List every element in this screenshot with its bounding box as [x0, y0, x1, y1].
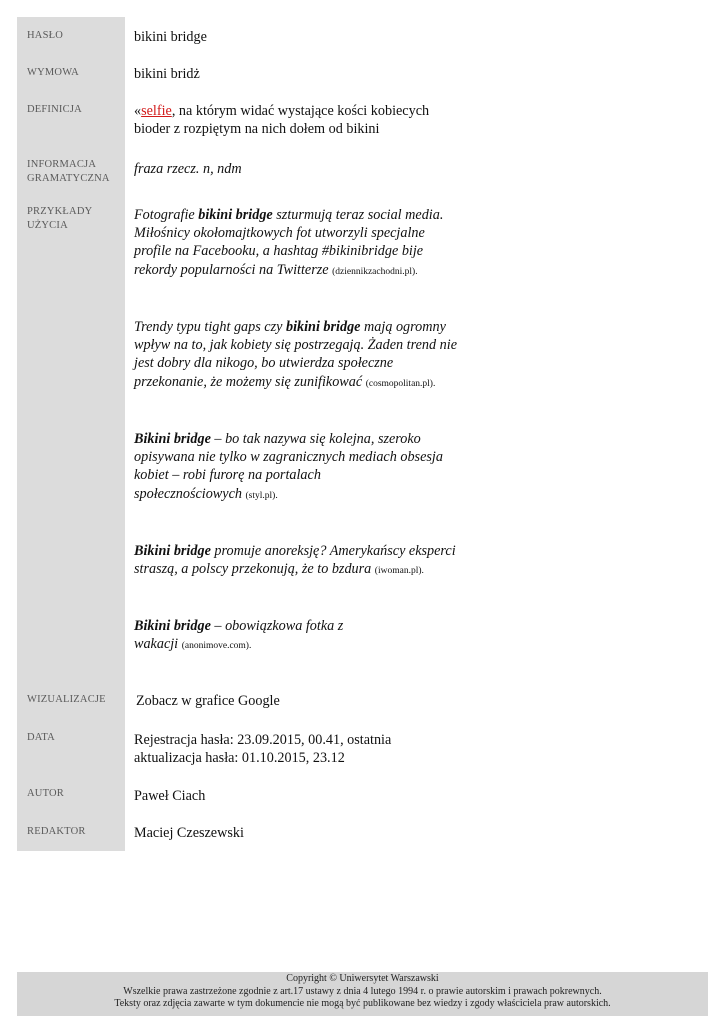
example-line [134, 242, 474, 260]
example-line [134, 466, 474, 484]
example-text: profile na Facebooku, a hashtag #bikinibridge bije [134, 243, 424, 260]
label-wymowa: WYMOWA [27, 67, 79, 78]
usage-example [134, 542, 474, 580]
example-period: . [432, 378, 436, 389]
grammar-info: fraza rzecz. n, ndm [134, 161, 242, 177]
example-text: opisywana nie tylko w zagranicznych mediach obsesja [134, 449, 443, 466]
headword-emphasis: bikini bridge [198, 207, 273, 223]
example-text: – bo tak nazywa się kolejna, szeroko [210, 431, 421, 447]
headword-emphasis: Bikini bridge [134, 543, 211, 559]
example-text: kobiet – robi furorę na portalach [134, 467, 321, 484]
usage-example [134, 430, 474, 505]
example-line [134, 373, 474, 393]
pronunciation: bikini bridż [134, 66, 200, 82]
footer-line3: Teksty oraz zdjęcia zawarte w tym dokumencie nie mogą być publikowane bez wiedzy i zgody właściciela praw autorskich. [114, 998, 611, 1009]
example-line [134, 318, 474, 336]
label-przyklady-line1: PRZYKŁADY [27, 206, 93, 217]
label-definicja: DEFINICJA [27, 104, 82, 115]
example-line [134, 206, 474, 224]
label-haslo: HASŁO [27, 30, 64, 41]
example-line [134, 635, 474, 655]
example-text: wakacji [134, 636, 182, 653]
date-line2: aktualizacja hasła: 01.10.2015, 23.12 [134, 750, 345, 767]
definition-line2: bioder z rozpiętym na nich dołem od bikini [134, 121, 380, 138]
usage-example [134, 318, 474, 393]
example-line [134, 542, 474, 560]
author-name: Paweł Ciach [134, 788, 206, 804]
label-informacja-gramatyczna [27, 158, 123, 186]
example-text: jest dobry dla nikogo, bo utwierdza społeczne [134, 355, 394, 372]
label-autor: AUTOR [27, 788, 64, 799]
selfie-link[interactable]: selfie [141, 103, 172, 119]
footer-line1: Copyright © Uniwersytet Warszawski [286, 973, 439, 984]
headword-emphasis: Bikini bridge [134, 618, 211, 634]
example-source: (cosmopolitan.pl) [365, 378, 433, 389]
label-column-background [17, 17, 125, 851]
example-text: społecznościowych [134, 485, 246, 502]
headword-emphasis: bikini bridge [285, 319, 361, 335]
example-line [134, 485, 474, 505]
copyright-footer [17, 972, 708, 1016]
example-line [134, 430, 474, 448]
example-line [134, 336, 474, 354]
definition [134, 102, 454, 138]
label-redaktor: REDAKTOR [27, 826, 86, 837]
example-line [134, 261, 474, 281]
definition-open-quote: « [134, 103, 142, 119]
google-images-link[interactable]: Zobacz w grafice Google [136, 693, 280, 709]
example-period: . [415, 266, 418, 277]
example-source: (styl.pl) [245, 490, 276, 501]
label-przyklady-uzycia [27, 205, 123, 233]
headword: bikini bridge [134, 29, 207, 45]
label-informacja-line2: GRAMATYCZNA [27, 173, 110, 184]
example-line [134, 448, 474, 466]
usage-example [134, 206, 474, 281]
example-text: – obowiązkowa fotka z [210, 618, 344, 634]
example-line [134, 224, 474, 242]
date-line1: Rejestracja hasła: 23.09.2015, 00.41, ostatnia [134, 732, 392, 748]
example-line [134, 354, 474, 372]
example-period: . [421, 566, 424, 577]
example-source: (anonimove.com) [181, 641, 249, 652]
label-wizualizacje: WIZUALIZACJE [27, 694, 106, 705]
example-text: straszą, a polscy przekonują, że to bzdura [134, 561, 375, 578]
example-period: . [248, 641, 252, 652]
dates [134, 731, 474, 767]
example-text: szturmują teraz social media. [272, 207, 444, 223]
example-text: przekonanie, że możemy się zunifikować [134, 373, 366, 390]
headword-emphasis: Bikini bridge [134, 431, 211, 447]
label-data: DATA [27, 732, 55, 743]
example-text: promuje anoreksję? Amerykańscy eksperci [210, 543, 456, 559]
example-text: mają ogromny [360, 319, 446, 335]
example-line [134, 617, 474, 635]
example-text: Fotografie [134, 207, 199, 223]
example-period: . [275, 490, 278, 501]
example-text: rekordy popularności na Twitterze [134, 261, 333, 278]
definition-line1-text: , na którym widać wystające kości kobiecych [171, 103, 430, 119]
example-source: (dziennikzachodni.pl) [332, 266, 416, 277]
example-source: (iwoman.pl) [374, 566, 422, 577]
usage-example [134, 617, 474, 655]
definition-line1 [134, 102, 454, 120]
example-line [134, 560, 474, 580]
label-informacja-line1: INFORMACJA [27, 159, 97, 170]
editor-name: Maciej Czeszewski [134, 825, 244, 841]
example-text: Trendy typu tight gaps czy [134, 319, 286, 335]
label-przyklady-line2: UŻYCIA [27, 220, 68, 231]
example-text: Miłośnicy okołomajtkowych fot utworzyli specjalne [134, 225, 425, 242]
example-text: wpływ na to, jak kobiety się postrzegają. Żaden trend nie [134, 337, 457, 354]
footer-line2: Wszelkie prawa zastrzeżone zgodnie z art.17 ustawy z dnia 4 lutego 1994 r. o prawie autorskim i prawach pokrewnych. [123, 985, 602, 997]
